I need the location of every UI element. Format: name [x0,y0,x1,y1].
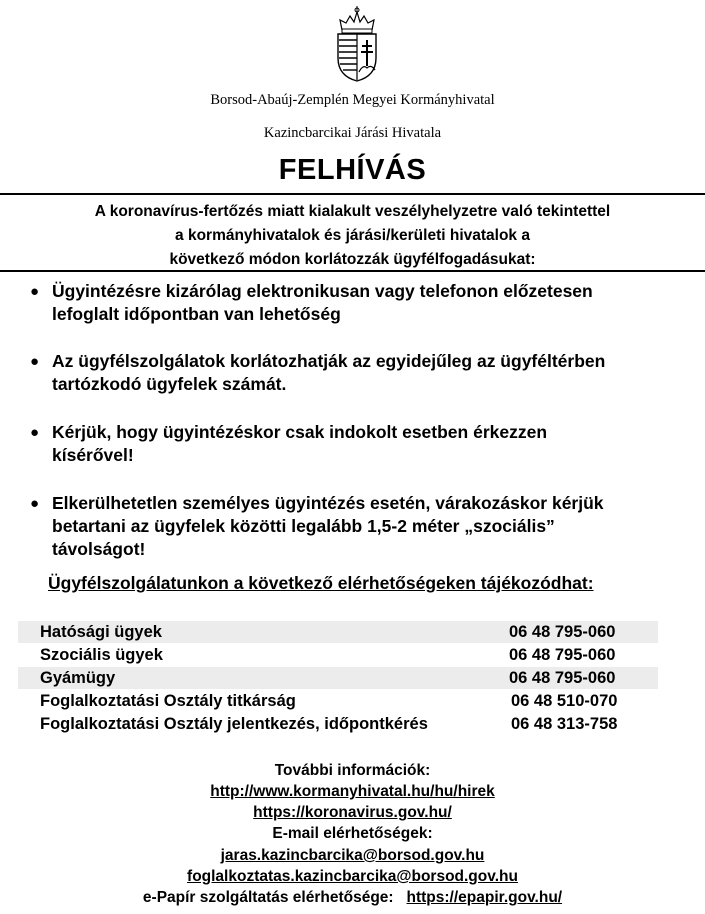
bullet-line: kísérővel! [52,445,134,465]
contact-phone: 06 48 795-060 [509,669,616,687]
page-title: FELHÍVÁS [278,154,427,186]
email-row [0,866,705,888]
intro-line: a kormányhivatalok és járási/kerületi hivatalok a [175,227,530,244]
bullet-line: Az ügyfélszolgálatok korlátozhatják az egyidejűleg az ügyféltérben [52,351,606,371]
bullet-line: távolságot! [52,539,146,559]
epapir-link[interactable]: https://epapir.gov.hu/ [406,889,563,906]
contact-phone: 06 48 313-758 [511,715,618,733]
contact-row [18,667,658,689]
bullet-icon: ● [30,283,40,300]
bullet-line: lefoglalt időpontban van lehetőség [52,304,341,324]
more-info-label: További információk: [274,762,431,779]
contact-phone: 06 48 510-070 [511,692,618,710]
bullet-line: betartani az ügyfelek közötti legalább 1,5-2 méter „szociális” [52,516,555,536]
bottom-divider [0,270,705,272]
more-info-link-row [0,802,705,824]
contact-name: Foglalkoztatási Osztály jelentkezés, időpontkérés [40,715,428,733]
bullet-icon: ● [30,424,40,441]
epapir-label: e-Papír szolgáltatás elérhetősége: [142,889,394,906]
contact-name: Szociális ügyek [40,646,163,664]
more-info-link-row [0,781,705,803]
bullet-line: Elkerülhetetlen személyes ügyintézés esetén, várakozáskor kérjük [52,493,604,513]
contact-name: Foglalkoztatási Osztály titkárság [40,692,296,710]
contacts-heading: Ügyfélszolgálatunkon a következő elérhetőségeken tájékozódhat: [48,573,594,593]
intro-line: következő módon korlátozzák ügyfélfogadásukat: [169,251,536,268]
foglalkoztatas-email-link[interactable]: foglalkoztatas.kazincbarcika@borsod.gov.hu [187,868,518,885]
bullet-line: tartózkodó ügyfelek számát. [52,374,287,394]
contact-name: Gyámügy [40,669,116,687]
contact-row [18,713,658,735]
office-name: Kazincbarcikai Járási Hivatala [263,125,442,141]
email-row [0,845,705,867]
email-label: E-mail elérhetőségek: [272,825,433,842]
contact-row [18,690,658,712]
jaras-email-link[interactable]: jaras.kazincbarcika@borsod.gov.hu [220,847,485,864]
bullet-icon: ● [30,495,40,512]
top-divider [0,193,705,195]
news-link[interactable]: http://www.kormanyhivatal.hu/hu/hirek [210,783,495,800]
bullet-icon: ● [30,353,40,370]
bullet-line: Kérjük, hogy ügyintézéskor csak indokolt esetben érkezzen [52,422,548,442]
contact-row [18,621,658,643]
intro-text [0,200,705,272]
intro-line: A koronavírus-fertőzés miatt kialakult veszélyhelyzetre való tekintettel [94,203,611,220]
contact-phone: 06 48 795-060 [509,623,616,641]
contact-name: Hatósági ügyek [40,623,162,641]
organization-name: Borsod-Abaúj-Zemplén Megyei Kormányhivatal [210,92,495,108]
contact-phone: 06 48 795-060 [509,646,616,664]
koronavirus-link[interactable]: https://koronavirus.gov.hu/ [253,804,452,821]
bullet-line: Ügyintézésre kizárólag elektronikusan vagy telefonon előzetesen [52,281,593,301]
epapir-row [0,887,705,909]
contact-row [18,644,658,666]
hungarian-coat-of-arms-icon [334,6,380,82]
